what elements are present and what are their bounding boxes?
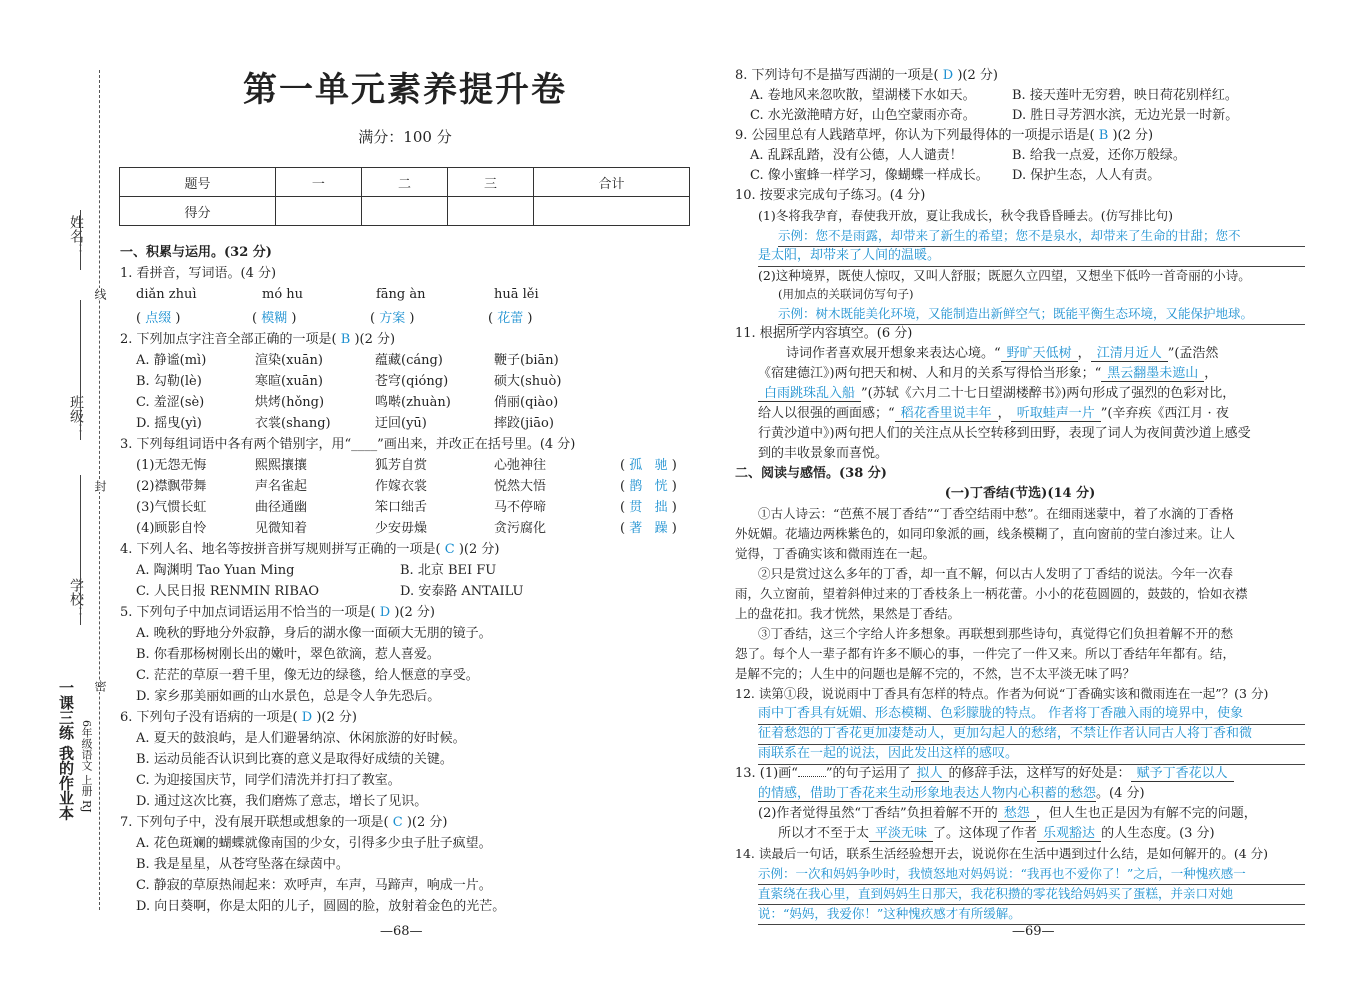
page-title: 第一单元素养提升卷: [243, 70, 567, 110]
q12-stem: 12. 读第①段，说说雨中丁香具有怎样的特点。作者为何说“丁香确实该和微雨连在一起”？(3 分): [735, 686, 1269, 701]
q3-stem: 3. 下列每组词语中各有两个错别字，用“____”画出来，并改正在括号里。(4 分): [120, 437, 576, 452]
q2-option: 蕴藏(cáng): [375, 353, 443, 368]
q6-option: A. 夏天的鼓浪屿，是人们避暑纳凉、休闲旅游的好时候。: [136, 731, 466, 746]
q2-stem: 2. 下列加点字注音全部正确的一项是( B )(2 分): [120, 332, 396, 347]
q1-stem: 1. 看拼音，写词语。(4 分): [120, 266, 277, 281]
q5-option: C. 茫茫的草原一碧千里，像无边的绿毯，给人惬意的享受。: [136, 668, 479, 683]
q3-word: 作嫁衣裳: [375, 479, 428, 494]
q13-fill[interactable]: 乐观豁达: [1037, 826, 1101, 842]
q7-answer[interactable]: C: [392, 815, 403, 830]
school-label: 学校：: [68, 578, 84, 620]
q2-option: 渲染(xuān): [255, 353, 323, 368]
q3-word: 见微知着: [255, 521, 308, 536]
q4-option: A. 陶渊明 Tao Yuan Ming: [136, 563, 295, 578]
q3-word: 熙熙攘攘: [255, 458, 308, 473]
q11-line5: 行黄沙道中》)两句把人们的关注点从长空转移到田野，表现了词人为夜间黄沙道上感受: [758, 426, 1251, 441]
q11-fill[interactable]: 黑云翻墨未遮山: [1101, 366, 1204, 382]
q9-stem: 9. 公园里总有人践踏草坪，你认为下列最得体的一项提示语是( B )(2 分): [735, 128, 1154, 143]
q1-answer-box[interactable]: ( 点缀 ): [136, 311, 181, 326]
q2-option: 鸣啭(zhuàn): [375, 395, 451, 410]
passage-line: ③丁香结，这三个字给人许多想象。再联想到那些诗句，真觉得它们负担着解不开的愁: [758, 626, 1234, 641]
q11-fill[interactable]: 江清月近人: [1091, 346, 1168, 362]
passage-line: 雨，久立窗前，望着斜伸过来的丁香枝条上一柄花蕾。小小的花苞圆圆的，鼓鼓的，恰如衣襟: [735, 586, 1248, 601]
q3-word: (1)无怨无悔: [136, 458, 207, 473]
q2-option: 苍穹(qióng): [375, 374, 449, 389]
q2-option: 烘烤(hǒng): [255, 395, 325, 410]
q3-word: 声名雀起: [255, 479, 308, 494]
q1-pinyin: fāng àn: [376, 287, 426, 302]
q13-sub2-cont: 所以才不至于太 平淡无味 了。这体现了作者 乐观豁达 的人生态度。(3 分): [778, 826, 1215, 841]
q5-option: B. 你看那杨树刚长出的嫩叶，翠色欲滴，惹人喜爱。: [136, 647, 440, 662]
q9-option: C. 像小蜜蜂一样学习，像蝴蝶一样成长。: [750, 168, 989, 183]
q1-answer: 花蕾: [497, 311, 524, 326]
q2-option: 寒暄(xuān): [255, 374, 323, 389]
q2-option: B. 勾勒(lè): [136, 374, 202, 389]
q8-option: A. 卷地风来忽吹散，望湖楼下水如天。: [750, 88, 976, 103]
q1-pinyin: mó hu: [262, 287, 304, 302]
seal-line-label: 线: [93, 288, 107, 300]
q13-fill[interactable]: 拟人: [911, 766, 949, 782]
q6-stem: 6. 下列句子没有语病的一项是( D )(2 分): [120, 710, 357, 725]
passage-line: 觉得，丁香确实该和微雨连在一起。: [735, 546, 936, 561]
passage-line: 外妩媚。花墙边两株紫色的，如同印象派的画，线条模糊了，直向窗前的莹白渗过来。让人: [735, 526, 1236, 541]
q11-line1: 诗词作者喜欢展开想象来表达心境。“ 野旷天低树 ， 江清月近人 ”(孟浩然: [786, 346, 1219, 361]
q8-option: D. 胜日寻芳泗水滨，无边光景一时新。: [1012, 108, 1239, 123]
q3-word: 心弛神往: [494, 458, 547, 473]
score-row-label: 得分: [120, 197, 276, 226]
q4-stem: 4. 下列人名、地名等按拼音拼写规则拼写正确的一项是( C )(2 分): [120, 542, 500, 557]
q7-stem: 7. 下列句子中，没有展开联想或想象的一项是( C )(2 分): [120, 815, 448, 830]
q9-option: A. 乱踩乱踏，没有公德，人人谴责！: [750, 148, 963, 163]
q3-word: 悦然大悟: [494, 479, 547, 494]
passage-line: 怨了。每个人一辈子都有许多不顺心的事，一件完了一件又来。所以丁香结年年都有。结，: [735, 646, 1236, 661]
q13-fill[interactable]: 的情感，借助丁香花来生动形象地表达人物内心积蓄的愁怨: [758, 786, 1097, 801]
q5-answer[interactable]: D: [379, 605, 391, 620]
q14-answer[interactable]: 直萦绕在我心里，直到妈妈生日那天，我花积攒的零花钱给妈妈买了蛋糕，并亲口对她: [758, 884, 1305, 905]
q2-option: D. 摇曳(yì): [136, 416, 202, 431]
q8-option: C. 水光潋滟晴方好，山色空蒙雨亦奇。: [750, 108, 976, 123]
q11-line6: 到的丰收景象而喜悦。: [758, 446, 889, 461]
q10-answer-1[interactable]: 示例：您不是雨露，却带来了新生的希望；您不是泉水，却带来了生命的甘甜；您不: [778, 226, 1305, 247]
q10-sub1: (1)冬将我孕育，春使我开放，夏让我成长，秋令我昏昏睡去。(仿写排比句): [758, 208, 1173, 223]
q13-sub1: 13. (1)画“ ”的句子运用了 拟人 的修辞手法，这样写的好处是： 赋予丁香花以人: [735, 764, 1234, 784]
seal-seal-label: 封: [93, 480, 107, 492]
q3-word: 少安毋燥: [375, 521, 428, 536]
score-cell[interactable]: [361, 197, 447, 226]
q11-line4: 给人以很强的画面感；“ 稻花香里说丰年 ， 听取蛙声一片 ”(辛弃疾《西江月 · 夜: [758, 406, 1229, 421]
q1-answer-box[interactable]: ( 模糊 ): [252, 311, 297, 326]
score-header: 题号: [120, 168, 276, 197]
q2-option: 鞭子(biān): [494, 353, 559, 368]
q3-word: 曲径通幽: [255, 500, 308, 515]
q2-option: 俏丽(qiào): [494, 395, 559, 410]
brand-logo: 一课三练 我的作业本: [57, 680, 75, 821]
q2-option: 迂回(yū): [375, 416, 427, 431]
q13-fill[interactable]: 赋予丁香花以人: [1131, 766, 1234, 782]
passage-title: (一)丁香结(节选)(14 分): [944, 486, 1096, 501]
q3-word: 贪污腐化: [494, 521, 547, 536]
q2-option: 摔跤(jiāo): [494, 416, 554, 431]
section-1-heading: 一、积累与运用。(32 分): [120, 245, 272, 260]
section-2-heading: 二、阅读与感悟。(38 分): [735, 466, 887, 481]
q12-answer[interactable]: 雨中丁香具有妩媚、形态模糊、色彩朦胧的特点。 作者将丁香融入雨的境界中，使象: [758, 704, 1305, 725]
q10-sub2: (2)这种境界，既使人惊叹，又叫人舒服；既愿久立四望，又想坐下低吟一首奇丽的小诗。: [758, 268, 1251, 283]
q13-sub1-cont: 的情感，借助丁香花来生动形象地表达人物内心积蓄的愁怨。(4 分): [758, 786, 1145, 801]
q10-sub2-note: (用加点的关联词仿写句子): [778, 287, 914, 301]
full-score: 满分：100 分: [358, 128, 452, 146]
passage-line: ②只是赏过这么多年的丁香，却一直不解，何以古人发明了丁香结的说法。今年一次春: [758, 566, 1234, 581]
q6-answer[interactable]: D: [301, 710, 313, 725]
passage-line: 上的盘花扣。我才恍然，果然是丁香结。: [735, 606, 961, 621]
q9-option: B. 给我一点爱，还你万般绿。: [1012, 148, 1186, 163]
q12-answer[interactable]: 征着愁怨的丁香花更加凄楚动人，更加勾起人的愁绪，不禁让作者认同古人将丁香和微: [758, 724, 1305, 745]
q3-word: (2)襟飘带舞: [136, 479, 207, 494]
q1-pinyin: diǎn zhuì: [136, 287, 197, 302]
q11-fill[interactable]: 白雨跳珠乱入船: [758, 386, 861, 402]
q8-option: B. 接天莲叶无穷碧，映日荷花别样红。: [1012, 88, 1238, 103]
q2-option: A. 静谧(mì): [136, 353, 207, 368]
q4-answer[interactable]: C: [444, 542, 455, 557]
q1-answer-box[interactable]: ( 方案 ): [370, 311, 415, 326]
seal-secret-label: 密: [93, 680, 107, 692]
q5-stem: 5. 下列句子中加点词语运用不恰当的一项是( D )(2 分): [120, 605, 435, 620]
q10-answer-1b[interactable]: 是太阳，却带来了人间的温暖。: [758, 246, 1305, 267]
q13-fill[interactable]: 平淡无味: [869, 826, 933, 842]
score-cell[interactable]: [534, 197, 690, 226]
grade-label: 6年级语文 上册 RJ: [80, 720, 93, 813]
passage-line: 是解不完的；人生中的问题也是解不完的，不然，岂不太平淡无味了吗？: [735, 666, 1136, 681]
q1-answer: 模糊: [261, 311, 288, 326]
q14-answer[interactable]: 说：“妈妈，我爱你！”这种愧疚感才有所缓解。: [758, 904, 1305, 925]
q6-option: C. 为迎接国庆节，同学们清洗并打扫了教室。: [136, 773, 401, 788]
q11-fill[interactable]: 稻花香里说丰年: [895, 406, 998, 422]
q11-stem: 11. 根据所学内容填空。(6 分): [735, 326, 913, 341]
q1-answer: 点缀: [145, 311, 172, 326]
q13-fill[interactable]: 愁怨: [998, 806, 1036, 822]
q4-option: B. 北京 BEI FU: [400, 563, 497, 578]
q5-option: A. 晚秋的野地分外寂静，身后的湖水像一面硕大无朋的镜子。: [136, 626, 492, 641]
q2-option: 衣裳(shang): [255, 416, 331, 431]
passage-line: ①古人诗云：“芭蕉不展丁香结”“丁香空结雨中愁”。在细雨迷蒙中，着了水滴的丁香格: [758, 506, 1234, 521]
q10-answer-2[interactable]: 示例：树木既能美化环境，又能制造出新鲜空气；既能平衡生态环境，又能保护地球。: [778, 304, 1305, 325]
q11-line3: 白雨跳珠乱入船 ”(苏轼《六月二十七日望湖楼醉书》)两句形成了强烈的色彩对比，: [758, 384, 1235, 404]
q1-pinyin: huā lěi: [494, 287, 539, 302]
q3-word: 马不停啼: [494, 500, 547, 515]
q4-option: C. 人民日报 RENMIN RIBAO: [136, 584, 320, 599]
q7-option: C. 静寂的草原热闹起来：欢呼声，车声，马蹄声，响成一片。: [136, 878, 492, 893]
q7-option: D. 向日葵啊，你是太阳的儿子，圆圆的脸，放射着金色的光芒。: [136, 899, 506, 914]
score-cell[interactable]: [275, 197, 361, 226]
q2-option: C. 羞涩(sè): [136, 395, 205, 410]
q7-option: A. 花色斑斓的蝴蝶就像南国的少女，引得多少虫子肚子疯望。: [136, 836, 492, 851]
q12-answer[interactable]: 雨联系在一起的说法，因此发出这样的感叹。: [758, 744, 1305, 765]
q7-option: B. 我是星星，从苍穹坠落在绿茵中。: [136, 857, 349, 872]
q3-correction[interactable]: ( 贯 拙 ): [620, 500, 677, 515]
q3-word: (4)顾影自怜: [136, 521, 207, 536]
q3-word: 笨口绌舌: [375, 500, 428, 515]
q9-option: D. 保护生态，人人有责。: [1012, 168, 1161, 183]
q11-fill[interactable]: 听取蛙声一片: [1011, 406, 1101, 422]
q2-option: 硕大(shuò): [494, 374, 562, 389]
q8-stem: 8. 下列诗句不是描写西湖的一项是( D )(2 分): [735, 68, 998, 83]
q11-fill[interactable]: 野旷天低树: [1001, 346, 1078, 362]
q1-answer: 方案: [379, 311, 406, 326]
score-header: 合计: [534, 168, 690, 197]
score-header: 一: [275, 168, 361, 197]
q3-word: 狐芳自赏: [375, 458, 428, 473]
page-number-left: —68—: [380, 924, 423, 939]
q13-sub2: (2)作者觉得虽然“丁香结”负担着解不开的 愁怨 ，但人生也正是因为有解不完的问题，: [758, 806, 1257, 821]
q1-answer-box[interactable]: ( 花蕾 ): [488, 311, 533, 326]
q14-stem: 14. 读最后一句话，联系生活经验想开去，说说你在生活中遇到过什么结，是如何解开的。(4 分): [735, 846, 1269, 861]
q11-line2: 《宿建德江》)两句把天和树、人和月的关系写得恰当形象；“ 黑云翻墨未遮山 ，: [758, 366, 1218, 381]
q3-correction[interactable]: ( 著 躁 ): [620, 521, 677, 536]
q3-correction[interactable]: ( 鹊 恍 ): [620, 479, 677, 494]
score-cell[interactable]: [448, 197, 534, 226]
score-header: 二: [361, 168, 447, 197]
q4-option: D. 安泰路 ANTAILU: [400, 584, 524, 599]
class-label: 班级：: [68, 395, 84, 437]
name-label: 姓名：: [68, 215, 84, 257]
class-line: [80, 300, 82, 440]
q3-word: (3)气惯长虹: [136, 500, 207, 515]
name-line: [80, 210, 82, 270]
q10-stem: 10. 按要求完成句子练习。(4 分): [735, 188, 926, 203]
score-table: [119, 167, 690, 226]
q6-option: D. 通过这次比赛，我们磨炼了意志，增长了见识。: [136, 794, 428, 809]
page-number-right: —69—: [1012, 924, 1055, 939]
q6-option: B. 运动员能否认识到比赛的意义是取得好成绩的关键。: [136, 752, 453, 767]
q5-option: D. 家乡那美丽如画的山水景色，总是令人争先恐后。: [136, 689, 441, 704]
q3-correction[interactable]: ( 孤 驰 ): [620, 458, 677, 473]
q2-answer[interactable]: B: [340, 332, 351, 347]
school-line: [80, 475, 82, 625]
score-header: 三: [448, 168, 534, 197]
q9-answer[interactable]: B: [1098, 128, 1109, 143]
q14-answer[interactable]: 示例：一次和妈妈争吵时，我愤怒地对妈妈说：“我再也不爱你了！”之后，一种愧疚感一: [758, 864, 1305, 885]
q8-answer[interactable]: D: [942, 68, 954, 83]
